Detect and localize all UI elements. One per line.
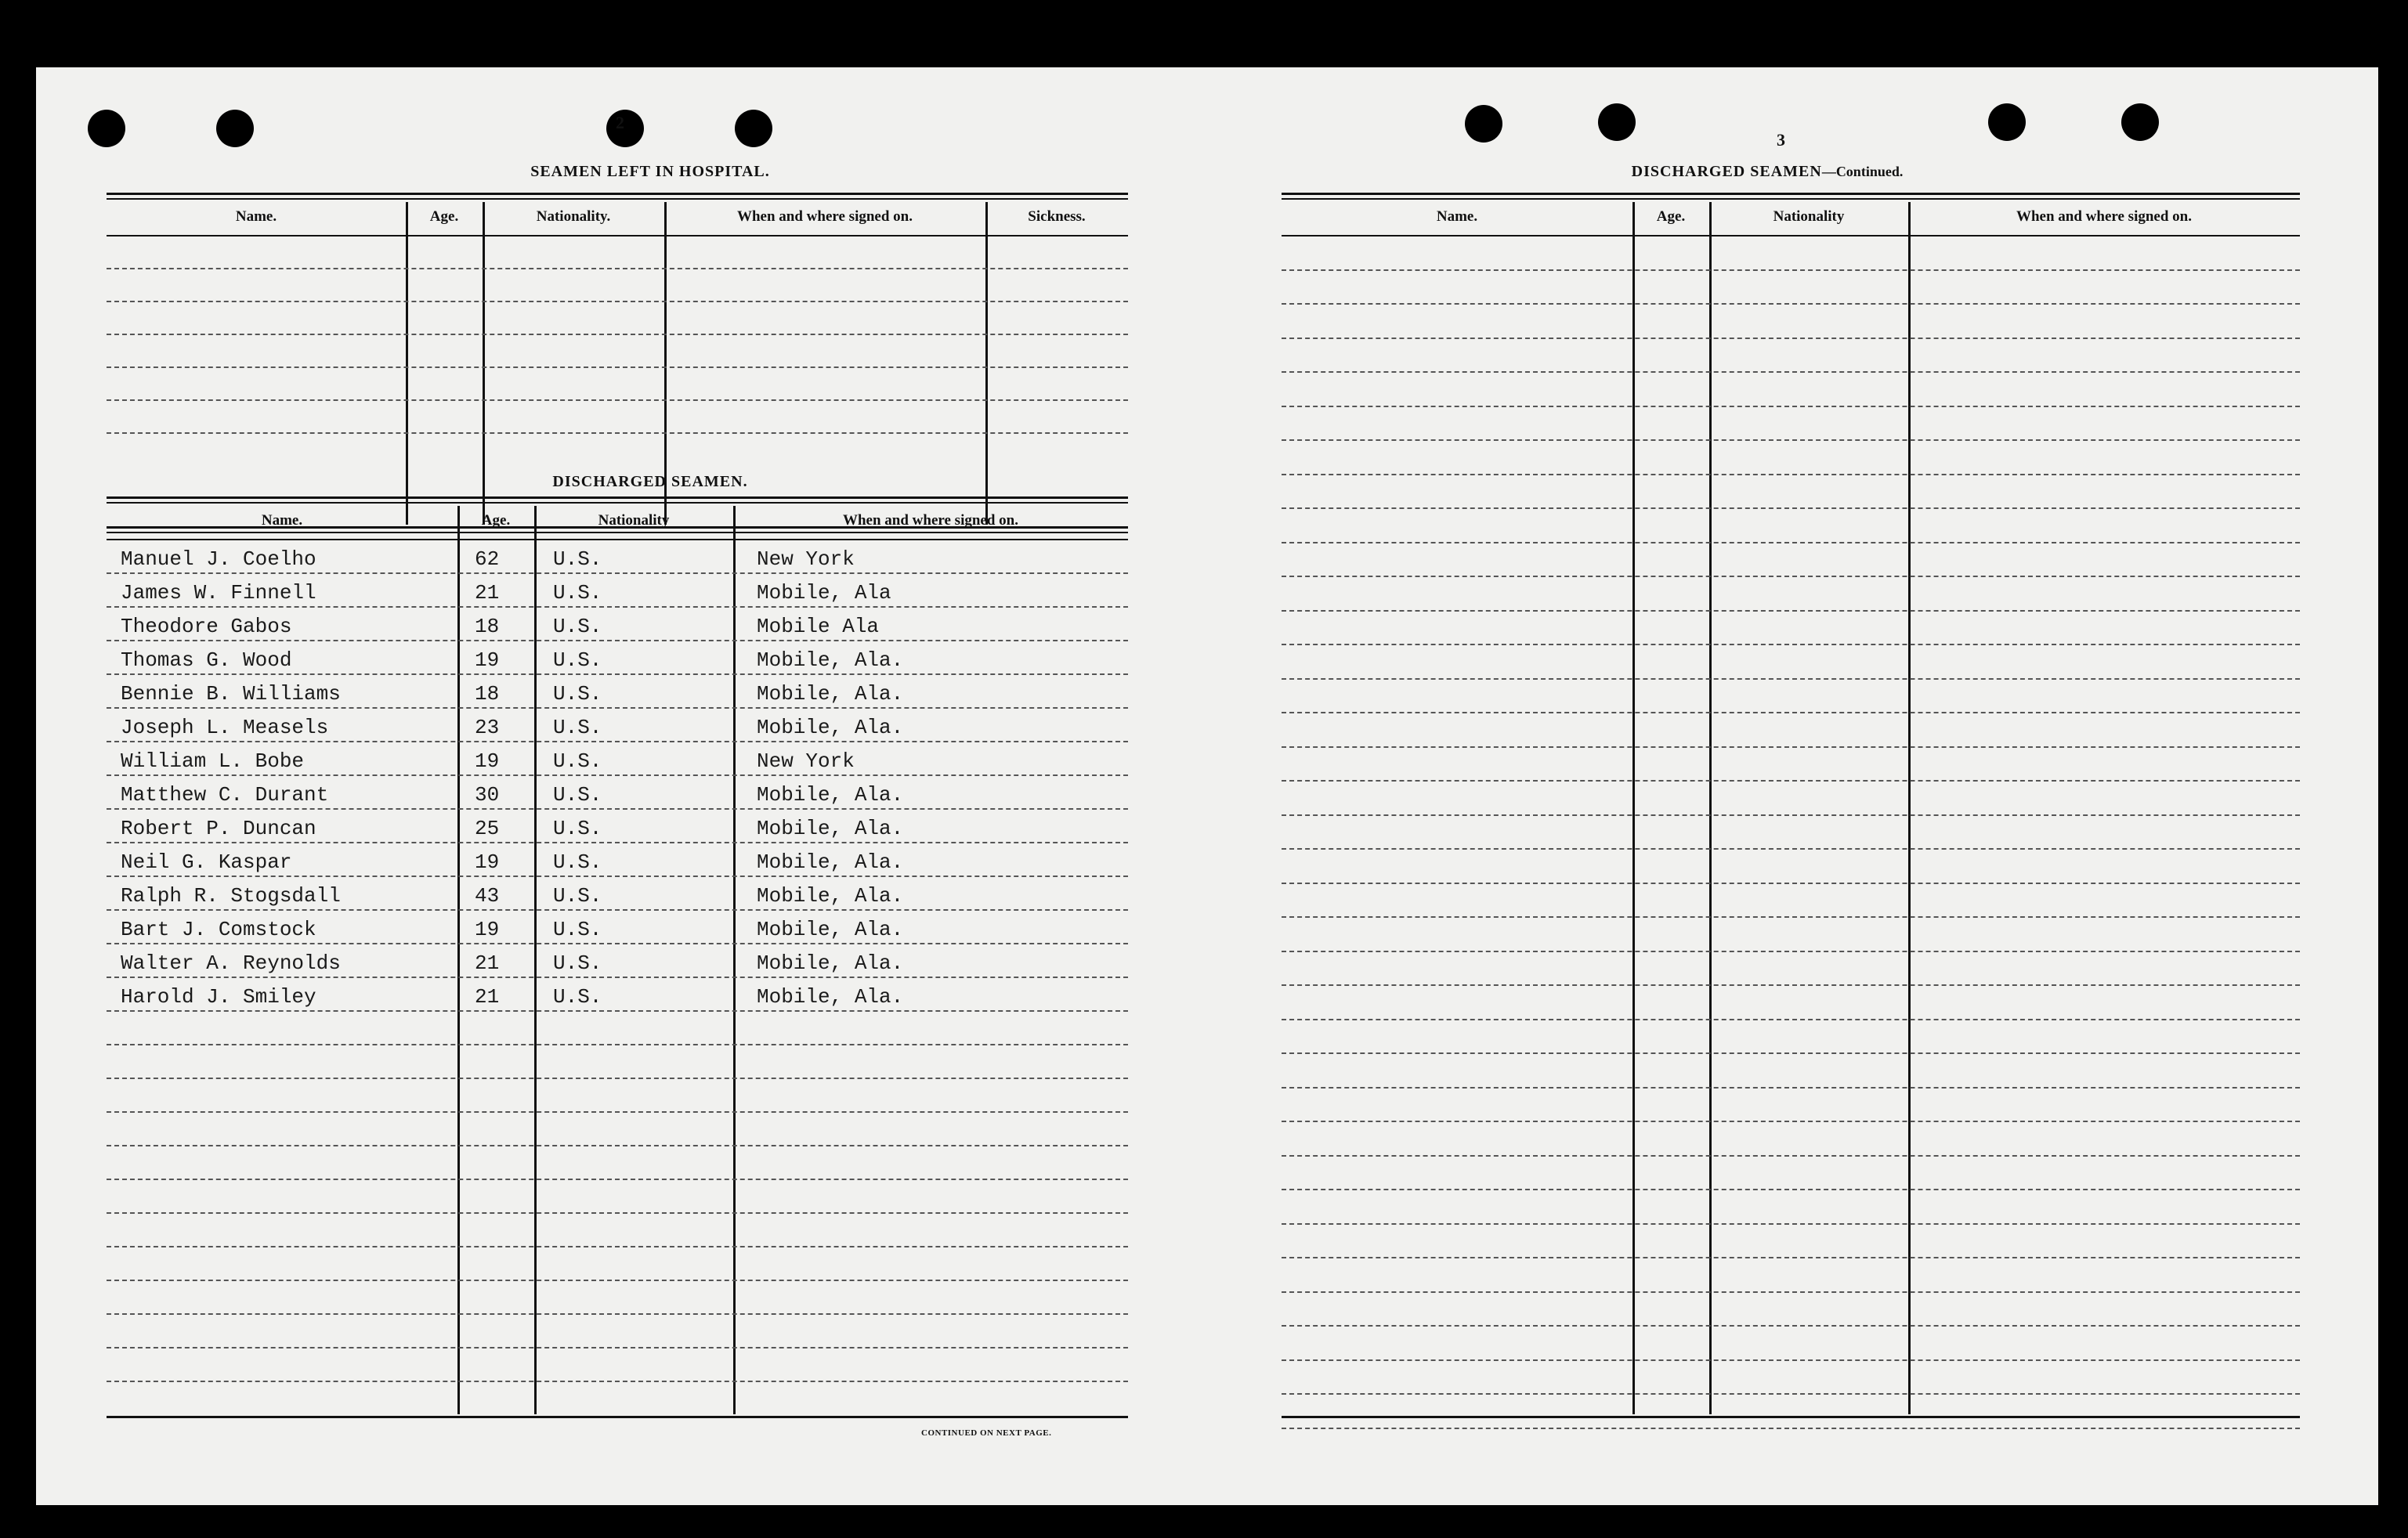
table-row bbox=[1282, 816, 2300, 850]
seaman-name: Robert P. Duncan bbox=[121, 817, 316, 840]
table-row bbox=[107, 641, 1128, 675]
table-row bbox=[1282, 305, 2300, 339]
seaman-age: 43 bbox=[475, 884, 500, 908]
seaman-nationality: U.S. bbox=[553, 749, 602, 773]
column-header-nationality: Nationality bbox=[1773, 208, 1845, 225]
seaman-nationality: U.S. bbox=[553, 783, 602, 807]
page-number: 3 bbox=[1777, 130, 1785, 150]
table-row bbox=[1282, 1054, 2300, 1089]
seaman-nationality: U.S. bbox=[553, 817, 602, 840]
table-row bbox=[1282, 441, 2300, 475]
table-row bbox=[1282, 339, 2300, 374]
punch-hole bbox=[216, 110, 254, 147]
table-row bbox=[1282, 918, 2300, 952]
column-header-signed-on: When and where signed on. bbox=[736, 208, 913, 225]
seaman-signed-on: Mobile Ala bbox=[757, 615, 880, 638]
seaman-name: Theodore Gabos bbox=[121, 615, 292, 638]
table-row bbox=[107, 574, 1128, 608]
table-row bbox=[107, 1113, 1128, 1146]
seaman-name: Ralph R. Stogsdall bbox=[121, 884, 341, 908]
continued-title-suffix: —Continued. bbox=[1821, 164, 1904, 179]
table-row bbox=[107, 843, 1128, 877]
seaman-age: 19 bbox=[475, 749, 500, 773]
table-row bbox=[107, 1348, 1128, 1382]
seaman-nationality: U.S. bbox=[553, 951, 602, 975]
seaman-signed-on: Mobile, Ala. bbox=[757, 682, 904, 706]
table-row bbox=[1282, 509, 2300, 543]
table-row bbox=[1282, 850, 2300, 884]
table-row bbox=[1282, 952, 2300, 987]
column-header-age: Age. bbox=[429, 208, 459, 225]
table-row bbox=[107, 302, 1128, 335]
column-header-name: Name. bbox=[1436, 208, 1478, 225]
table-row bbox=[107, 1045, 1128, 1079]
seaman-name: Thomas G. Wood bbox=[121, 648, 292, 672]
seaman-name: James W. Finnell bbox=[121, 581, 316, 605]
punch-hole bbox=[2121, 103, 2159, 141]
column-header-signed-on: When and where signed on. bbox=[842, 512, 1018, 529]
divider bbox=[1282, 193, 2300, 195]
seaman-signed-on: Mobile, Ala. bbox=[757, 850, 904, 874]
seaman-age: 18 bbox=[475, 615, 500, 638]
table-row bbox=[107, 1012, 1128, 1045]
table-row bbox=[107, 1315, 1128, 1348]
table-row bbox=[1282, 577, 2300, 612]
column-header-age: Age. bbox=[1656, 208, 1686, 225]
table-row bbox=[107, 368, 1128, 401]
divider bbox=[1282, 198, 2300, 200]
seaman-signed-on: Mobile, Ala. bbox=[757, 648, 904, 672]
continued-section-title bbox=[1556, 163, 1979, 181]
divider bbox=[107, 496, 1128, 499]
table-row bbox=[1282, 1361, 2300, 1395]
seaman-age: 21 bbox=[475, 581, 500, 605]
page-number: 2 bbox=[616, 113, 624, 132]
seaman-nationality: U.S. bbox=[553, 884, 602, 908]
ledger-spread bbox=[36, 67, 2378, 1505]
table-row bbox=[1282, 782, 2300, 816]
row-rule bbox=[1282, 1428, 2300, 1429]
table-row bbox=[1282, 1089, 2300, 1123]
seaman-age: 21 bbox=[475, 985, 500, 1009]
seaman-signed-on: Mobile, Ala. bbox=[757, 716, 904, 739]
table-row bbox=[107, 1079, 1128, 1113]
seaman-name: Manuel J. Coelho bbox=[121, 547, 316, 571]
divider bbox=[1282, 1416, 2300, 1418]
table-row bbox=[1282, 1258, 2300, 1293]
seaman-signed-on: Mobile, Ala bbox=[757, 581, 891, 605]
table-row bbox=[1282, 1020, 2300, 1055]
table-row bbox=[107, 776, 1128, 810]
seaman-age: 62 bbox=[475, 547, 500, 571]
table-row bbox=[107, 540, 1128, 574]
continued-title-main: DISCHARGED SEAMEN bbox=[1631, 163, 1822, 180]
seaman-nationality: U.S. bbox=[553, 682, 602, 706]
punch-hole bbox=[88, 110, 125, 147]
seaman-signed-on: New York bbox=[757, 547, 855, 571]
punch-hole bbox=[1465, 105, 1502, 143]
table-row bbox=[1282, 1293, 2300, 1327]
table-row bbox=[1282, 236, 2300, 271]
seaman-nationality: U.S. bbox=[553, 850, 602, 874]
seaman-signed-on: Mobile, Ala. bbox=[757, 985, 904, 1009]
seaman-name: Bennie B. Williams bbox=[121, 682, 341, 706]
seaman-nationality: U.S. bbox=[553, 615, 602, 638]
seaman-name: Matthew C. Durant bbox=[121, 783, 329, 807]
table-row bbox=[107, 335, 1128, 368]
punch-hole bbox=[606, 110, 644, 147]
table-row bbox=[107, 1281, 1128, 1315]
seaman-name: William L. Bobe bbox=[121, 749, 305, 773]
divider bbox=[107, 193, 1128, 195]
table-row bbox=[1282, 680, 2300, 714]
divider bbox=[107, 198, 1128, 200]
table-row bbox=[107, 810, 1128, 843]
column-header-name: Name. bbox=[261, 512, 303, 529]
table-row bbox=[1282, 1122, 2300, 1157]
column-header-signed-on: When and where signed on. bbox=[2016, 208, 2192, 225]
seaman-age: 30 bbox=[475, 783, 500, 807]
table-row bbox=[107, 1214, 1128, 1247]
column-header-sickness: Sickness. bbox=[1028, 208, 1086, 225]
column-header-nationality: Nationality bbox=[598, 512, 670, 529]
table-row bbox=[1282, 884, 2300, 919]
seaman-age: 19 bbox=[475, 918, 500, 941]
table-row bbox=[107, 1180, 1128, 1214]
row-rule bbox=[107, 432, 1128, 434]
seaman-nationality: U.S. bbox=[553, 716, 602, 739]
seaman-age: 18 bbox=[475, 682, 500, 706]
continued-note: CONTINUED ON NEXT PAGE. bbox=[921, 1428, 1052, 1438]
table-row bbox=[1282, 1190, 2300, 1225]
table-row bbox=[107, 1146, 1128, 1180]
seaman-signed-on: Mobile, Ala. bbox=[757, 817, 904, 840]
seaman-signed-on: Mobile, Ala. bbox=[757, 783, 904, 807]
table-row bbox=[1282, 986, 2300, 1020]
discharged-section-title: DISCHARGED SEAMEN. bbox=[552, 473, 748, 490]
seaman-nationality: U.S. bbox=[553, 648, 602, 672]
table-row bbox=[107, 269, 1128, 302]
seaman-nationality: U.S. bbox=[553, 547, 602, 571]
seaman-name: Joseph L. Measels bbox=[121, 716, 329, 739]
seaman-age: 19 bbox=[475, 850, 500, 874]
hospital-section-title: SEAMEN LEFT IN HOSPITAL. bbox=[530, 163, 770, 180]
table-row bbox=[107, 944, 1128, 978]
table-row bbox=[1282, 373, 2300, 407]
table-row bbox=[1282, 748, 2300, 782]
punch-hole bbox=[1988, 103, 2026, 141]
seaman-age: 19 bbox=[475, 648, 500, 672]
table-row bbox=[107, 877, 1128, 911]
row-rule bbox=[107, 1381, 1128, 1382]
table-row bbox=[107, 742, 1128, 776]
seaman-name: Harold J. Smiley bbox=[121, 985, 316, 1009]
table-row bbox=[107, 911, 1128, 944]
discharged-table bbox=[107, 506, 1128, 1414]
seaman-age: 25 bbox=[475, 817, 500, 840]
table-row bbox=[1282, 271, 2300, 305]
table-row bbox=[1282, 475, 2300, 510]
seaman-name: Walter A. Reynolds bbox=[121, 951, 341, 975]
punch-hole bbox=[735, 110, 772, 147]
seaman-signed-on: Mobile, Ala. bbox=[757, 918, 904, 941]
table-row bbox=[1282, 645, 2300, 680]
seaman-age: 21 bbox=[475, 951, 500, 975]
column-header-age: Age. bbox=[481, 512, 511, 529]
divider bbox=[107, 502, 1128, 504]
table-row bbox=[1282, 713, 2300, 748]
table-row bbox=[1282, 1327, 2300, 1361]
continued-table bbox=[1282, 202, 2300, 1414]
seaman-signed-on: Mobile, Ala. bbox=[757, 884, 904, 908]
seaman-name: Neil G. Kaspar bbox=[121, 850, 292, 874]
seaman-age: 23 bbox=[475, 716, 500, 739]
table-row bbox=[107, 709, 1128, 742]
table-row bbox=[107, 1247, 1128, 1281]
table-row bbox=[107, 978, 1128, 1012]
table-row bbox=[1282, 1395, 2300, 1429]
divider bbox=[107, 1416, 1128, 1418]
table-row bbox=[1282, 1225, 2300, 1259]
table-row bbox=[107, 608, 1128, 641]
column-header-name: Name. bbox=[235, 208, 277, 225]
table-row bbox=[107, 675, 1128, 709]
seaman-nationality: U.S. bbox=[553, 918, 602, 941]
table-row bbox=[1282, 612, 2300, 646]
table-row bbox=[107, 401, 1128, 434]
seaman-nationality: U.S. bbox=[553, 985, 602, 1009]
table-row bbox=[107, 236, 1128, 269]
table-row bbox=[1282, 1157, 2300, 1191]
column-header-nationality: Nationality. bbox=[536, 208, 611, 225]
seaman-name: Bart J. Comstock bbox=[121, 918, 316, 941]
table-row bbox=[1282, 407, 2300, 442]
seaman-signed-on: New York bbox=[757, 749, 855, 773]
seaman-nationality: U.S. bbox=[553, 581, 602, 605]
punch-hole bbox=[1598, 103, 1636, 141]
seaman-signed-on: Mobile, Ala. bbox=[757, 951, 904, 975]
table-row bbox=[1282, 543, 2300, 578]
